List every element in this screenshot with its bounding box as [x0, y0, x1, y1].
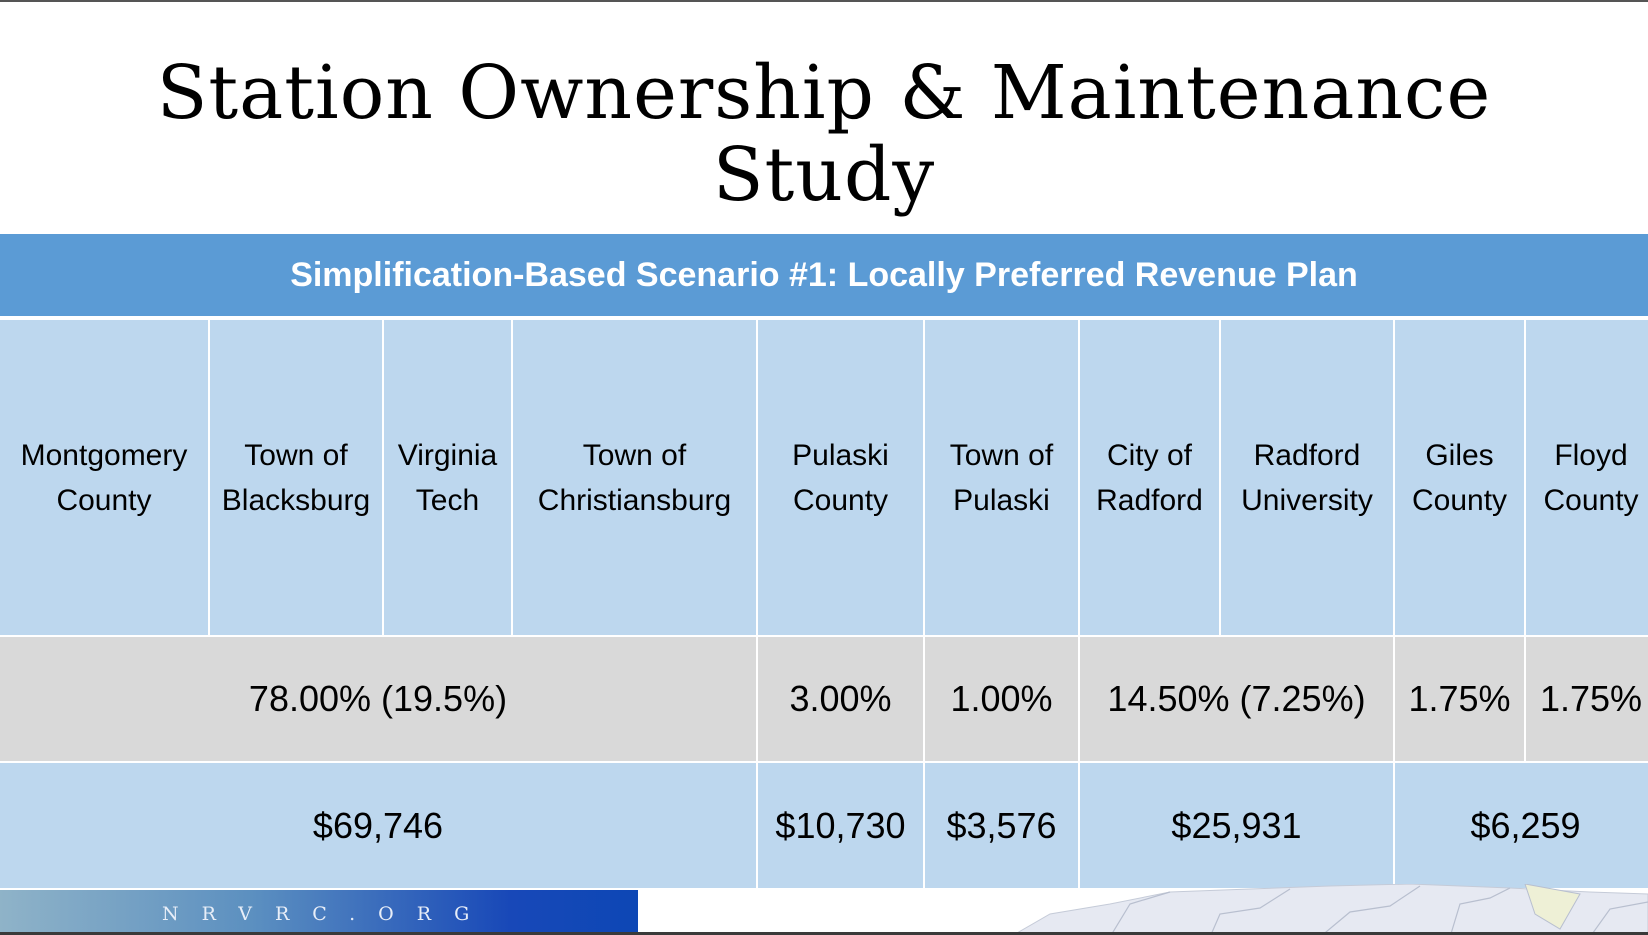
header-floyd-county: Floyd County [1526, 320, 1648, 635]
title-line-1: Station Ownership & Maintenance [156, 50, 1492, 136]
percent-floyd-county: 1.75% [1526, 637, 1648, 761]
amount-pulaski-county: $10,730 [758, 763, 923, 888]
percent-town-of-pulaski: 1.00% [925, 637, 1078, 761]
header-radford-university: Radford University [1221, 320, 1393, 635]
percent-pulaski-county: 3.00% [758, 637, 923, 761]
revenue-table [0, 320, 1648, 884]
percent-montgomery-group: 78.00% (19.5%) [0, 637, 756, 761]
footer-bar [0, 890, 638, 935]
header-town-of-christiansburg: Town of Christiansburg [513, 320, 756, 635]
header-montgomery-county: Montgomery County [0, 320, 208, 635]
region-map-decoration [990, 884, 1648, 935]
header-town-of-pulaski: Town of Pulaski [925, 320, 1078, 635]
amount-town-of-pulaski: $3,576 [925, 763, 1078, 888]
header-pulaski-county: Pulaski County [758, 320, 923, 635]
amount-montgomery-group: $69,746 [0, 763, 756, 888]
title-line-2: Study [712, 132, 936, 218]
percent-radford-group: 14.50% (7.25%) [1080, 637, 1393, 761]
header-virginia-tech: Virginia Tech [384, 320, 511, 635]
percent-giles-county: 1.75% [1395, 637, 1524, 761]
header-town-of-blacksburg: Town of Blacksburg [210, 320, 382, 635]
amount-radford-group: $25,931 [1080, 763, 1393, 888]
slide-title [0, 52, 1648, 216]
footer-website: NRVRC.ORG [162, 902, 493, 925]
amount-giles-floyd-group: $6,259 [1395, 763, 1648, 888]
scenario-banner: Simplification-Based Scenario #1: Locally Preferred Revenue Plan [0, 234, 1648, 316]
header-city-of-radford: City of Radford [1080, 320, 1219, 635]
header-giles-county: Giles County [1395, 320, 1524, 635]
